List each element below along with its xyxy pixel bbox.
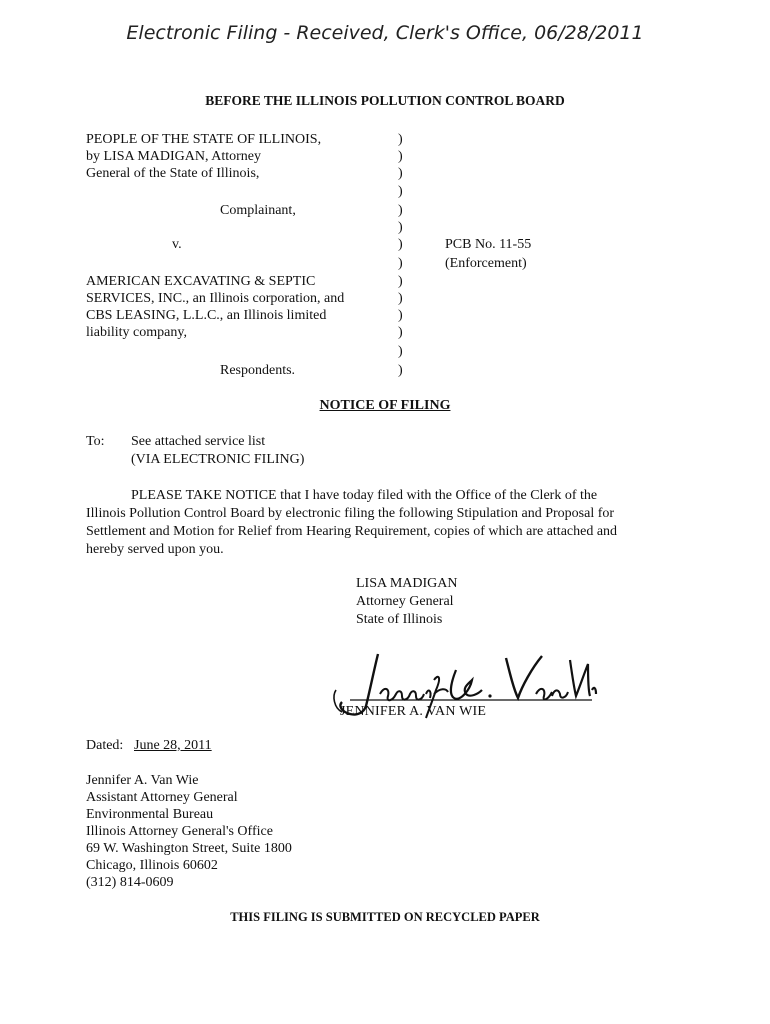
caption-paren: ) xyxy=(398,149,403,164)
caption-paren: ) xyxy=(398,184,403,199)
notice-body-line: hereby served upon you. xyxy=(86,542,224,557)
contact-line: Jennifer A. Van Wie xyxy=(86,773,199,788)
complainant-line: by LISA MADIGAN, Attorney xyxy=(86,149,261,164)
contact-line: (312) 814-0609 xyxy=(86,875,174,890)
to-line: (VIA ELECTRONIC FILING) xyxy=(131,452,305,467)
signatory-name: LISA MADIGAN xyxy=(356,576,458,591)
notice-body-line: Illinois Pollution Control Board by electronic filing the following Stipulation and Proposal for xyxy=(86,506,615,521)
notice-title: NOTICE OF FILING xyxy=(319,398,451,413)
complainant-line: PEOPLE OF THE STATE OF ILLINOIS, xyxy=(86,132,322,147)
respondent-line: liability company, xyxy=(86,325,187,340)
caption-paren: ) xyxy=(398,166,403,181)
board-title: BEFORE THE ILLINOIS POLLUTION CONTROL BOARD xyxy=(205,93,565,108)
versus-label: v. xyxy=(172,237,182,252)
case-number: PCB No. 11-55 xyxy=(445,237,532,252)
case-type: (Enforcement) xyxy=(445,256,527,271)
notice-body-line: PLEASE TAKE NOTICE that I have today filed with the Office of the Clerk of the xyxy=(131,488,598,503)
filing-date: June 28, 2011 xyxy=(134,738,212,753)
caption-paren: ) xyxy=(398,325,403,340)
to-label: To: xyxy=(86,434,105,449)
caption-paren: ) xyxy=(398,291,403,306)
caption-paren: ) xyxy=(398,274,403,289)
contact-line: Chicago, Illinois 60602 xyxy=(86,858,218,873)
printed-signatory-name: JENNIFER A. VAN WIE xyxy=(340,704,487,719)
filing-stamp-header: Electronic Filing - Received, Clerk's Office, 06/28/2011 xyxy=(126,22,644,44)
caption-paren: ) xyxy=(398,220,403,235)
caption-paren: ) xyxy=(398,256,403,271)
complainant-line: General of the State of Illinois, xyxy=(86,166,260,181)
caption-paren: ) xyxy=(398,132,403,147)
respondent-line: SERVICES, INC., an Illinois corporation, and xyxy=(86,291,345,306)
respondent-line: CBS LEASING, L.L.C., an Illinois limited xyxy=(86,308,327,323)
recycled-paper-note: THIS FILING IS SUBMITTED ON RECYCLED PAPER xyxy=(230,910,540,924)
contact-line: Assistant Attorney General xyxy=(86,790,238,805)
contact-line: 69 W. Washington Street, Suite 1800 xyxy=(86,841,292,856)
notice-body-line: Settlement and Motion for Relief from Hearing Requirement, copies of which are attached and xyxy=(86,524,618,539)
signatory-title: Attorney General xyxy=(356,594,454,609)
to-line: See attached service list xyxy=(131,434,266,449)
complainant-role: Complainant, xyxy=(220,203,296,218)
dated-label: Dated: xyxy=(86,738,124,753)
respondent-role: Respondents. xyxy=(220,363,296,378)
contact-line: Illinois Attorney General's Office xyxy=(86,824,273,839)
caption-paren: ) xyxy=(398,363,403,378)
caption-paren: ) xyxy=(398,237,403,252)
signatory-state: State of Illinois xyxy=(356,612,443,627)
caption-paren: ) xyxy=(398,203,403,218)
caption-paren: ) xyxy=(398,344,403,359)
respondent-line: AMERICAN EXCAVATING & SEPTIC xyxy=(86,274,316,289)
caption-paren: ) xyxy=(398,308,403,323)
contact-line: Environmental Bureau xyxy=(86,807,214,822)
